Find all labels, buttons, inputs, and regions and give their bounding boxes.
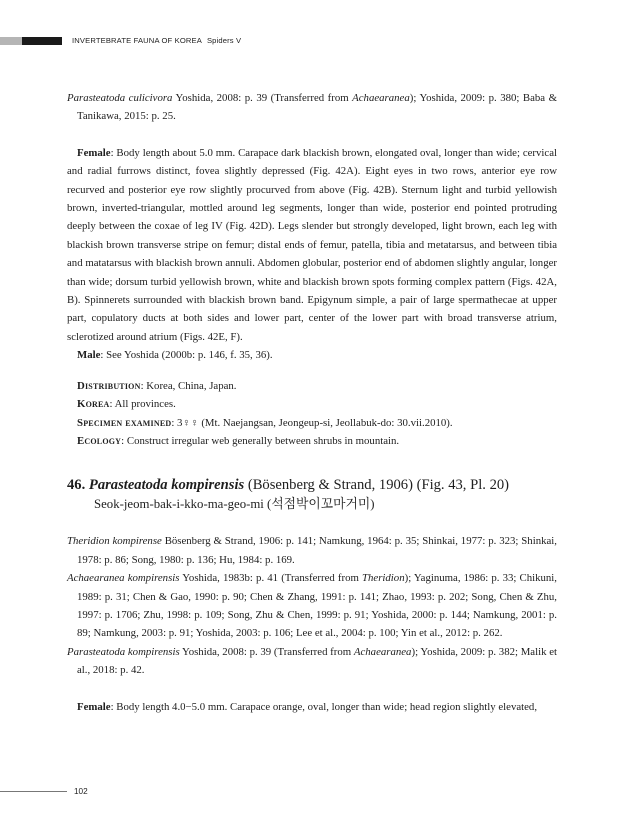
female-text: : Body length 4.0−5.0 mm. Carapace orange, oval, longer than wide; head region slightly elevated, [110,700,538,713]
citation-text: ); Yoshida, 2009: p. 382; Malik et al., 2018: p. 42. [77,645,557,677]
genus-name: Achaearanea [352,92,410,104]
specimen-label: Specimen examined [77,416,172,429]
citation-text: Yoshida, 1983b: p. 41 (Transferred from [179,572,363,585]
distribution-line [67,377,557,395]
genus-name: Theridion [362,572,405,585]
korea-text: : All provinces. [109,398,176,411]
ecology-line [67,432,557,450]
korea-label: Korea [77,398,110,411]
korean-common-name: Seok-jeom-bak-i-kko-ma-geo-mi (석점박이꼬마거미) [94,497,375,512]
taxon-name: Theridion kompirense [67,535,162,548]
genus-name: Achaearanea [353,645,412,658]
female-description [67,144,557,346]
specimen-line [67,414,557,432]
header-black-bar [22,37,62,45]
header-volume: Spiders V [206,36,242,45]
distribution-text: : Korea, China, Japan. [140,379,237,392]
running-header [72,36,241,45]
citation-text: Yoshida, 2008: p. 39 (Transferred from [179,645,354,658]
citation-text: Bösenberg & Strand, 1906: p. 141; Namkung, 1964: p. 35; Shinkai, 1977: p. 323; Shinkai, 1978: p. 86; Song, 1980: p. 136; Hu, 1984: p. 169. [77,535,557,566]
male-description [67,346,557,364]
female-description-46 [67,698,557,716]
synonymy-entry [67,643,557,680]
citation-text: ); Yaginuma, 1986: p. 33; Chikuni, 1989: p. 31; Chen & Gao, 1990: p. 90; Chen & Zhang, 1991: p. 141; Zhao, 1993: p. 202; Song, Chen & Zhu, 1997: p. 1706; Zhu, 1998: p. 109; Song, Zhu & Chen, 1999: p. 91; Yoshida, 2000: p. 144; Namkung, 2001: p. 89; Namkung, 2003: p. 91; Yoshida, 2003: p. 106; Lee et al., 2004: p. 100; Yin et al., 2012: p. 262. [77,572,558,640]
taxon-name: Parasteatoda kompirensis [67,645,180,658]
distribution-label: Distribution [77,379,141,392]
species-number: 46. [67,477,86,494]
header-gray-bar [0,37,22,45]
footer-rule [0,791,67,792]
page-body [67,89,557,716]
ecology-label: Ecology [77,434,122,447]
synonymy-entry [67,89,557,126]
species-authority: (Bösenberg & Strand, 1906) (Fig. 43, Pl. 20) [244,477,510,494]
male-text: : See Yoshida (2000b: p. 146, f. 35, 36). [100,349,273,362]
citation-text: ); Yoshida, 2009: p. 380; Baba & Tanikawa, 2015: p. 25. [77,92,557,123]
male-label: Male [77,349,101,362]
header-series: INVERTEBRATE FAUNA OF KOREA [72,36,202,45]
species-heading [67,476,557,495]
ecology-text: : Construct irregular web generally between shrubs in mountain. [121,434,400,447]
korea-line [67,395,557,413]
specimen-text: : 3♀♀ (Mt. Naejangsan, Jeongeup-si, Jeollabuk-do: 30.vii.2010). [171,416,453,429]
female-text: : Body length about 5.0 mm. Carapace dark blackish brown, elongated oval, longer than wide; cervical and radial furrows distinct, fovea slightly depressed (Fig. 42A). Eight eyes in two rows, anterior eye row recurved and posterior eye row slightly procurved from above (Fig. 42B). Sternum light and turbid yellowish brown, inverted-triangular, mottled around leg segments, longer than wide, posterior end pointed protruding deeply between the coxae of leg IV (Fig. 42D). Legs slender but strongly developed, light brown, each leg with blackish brown transverse stripe on femur; distal ends of femur, patella, tibia and metatarsus, and between tibia and matatarsus with blackish brown annuli. Abdomen globular, posterior end of abdomen slightly angular, longer than wide; dorsum turbid yellowish brown, white and blackish brown spots forming complex pattern (Figs. 42A, B). Spinnerets surrounded with blackish brown band. Epigynum simple, a pair of large spermathecae at upper part, copulatory ducts at both sides and lower part, center of the lower part with broad transverse atrium, sclerotized around atrium (Figs. 42E, F). [67,146,557,343]
synonymy-entry [67,569,557,643]
synonymy-entry [67,532,557,569]
female-label: Female [77,700,111,713]
taxon-name: Achaearanea kompirensis [67,572,180,585]
taxon-name: Parasteatoda culicivora [67,92,173,104]
species-name: Parasteatoda kompirensis [88,477,245,494]
female-label: Female [77,146,111,159]
page-number: 102 [74,787,88,796]
citation-text: Yoshida, 2008: p. 39 (Transferred from [172,92,353,104]
